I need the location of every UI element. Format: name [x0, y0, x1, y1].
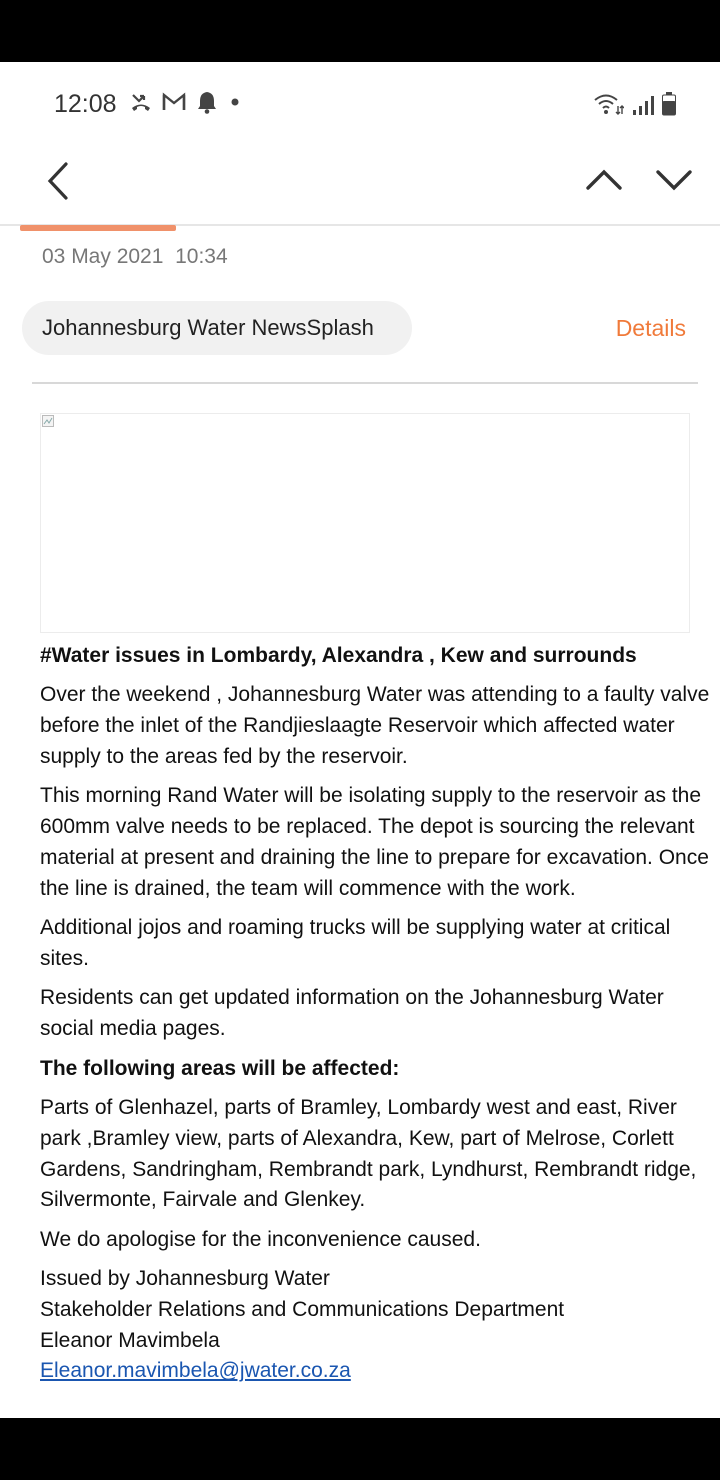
paragraph-1: Over the weekend , Johannesburg Water was attending to a faulty valve before the inlet of the Randjieslaagte Reservoir which affected water supply to the areas fed by the reservoir.: [40, 683, 710, 768]
sender-chip[interactable]: Johannesburg Water NewsSplash: [22, 301, 412, 355]
contact-name: Eleanor Mavimbela: [40, 1328, 220, 1352]
chevron-down-icon[interactable]: [652, 160, 696, 200]
chevron-up-icon[interactable]: [582, 160, 626, 200]
status-time: 12:08: [54, 90, 117, 118]
areas-list: Parts of Glenhazel, parts of Bramley, Lombardy west and east, River park ,Bramley view, parts of Alexandra, Kew, part of Melrose, Corlett Gardens, Sandringham, Rembrandt park, Lyndhurst, Rembrandt ridge, Silvermonte, Fairvale and Glenkey.: [40, 1095, 697, 1212]
message-body: [40, 641, 710, 1387]
headline: #Water issues in Lombardy, Alexandra , Kew and surrounds: [40, 644, 637, 667]
gmail-icon: [162, 92, 186, 112]
issued-by: Issued by Johannesburg Water: [40, 1267, 330, 1291]
paragraph-2: This morning Rand Water will be isolating supply to the reservoir as the 600mm valve needs to be replaced. The depot is sourcing the relevant material at present and draining the line to prepare for excavation. Once the line is drained, the team will commence with the work.: [40, 784, 709, 900]
paragraph-4: Residents can get updated information on the Johannesburg Water social media pages.: [40, 986, 664, 1041]
message-date: [42, 245, 228, 269]
department: Stakeholder Relations and Communications Department: [40, 1297, 565, 1321]
details-link[interactable]: Details: [615, 315, 686, 341]
dot-icon: [228, 95, 242, 109]
message-date-time: 10:34: [175, 245, 228, 268]
screen: [0, 62, 720, 1418]
status-right-icons: [592, 92, 676, 116]
wifi-icon: [592, 92, 624, 116]
status-bar: [0, 62, 720, 146]
areas-heading: The following areas will be affected:: [40, 1056, 400, 1080]
broken-image-placeholder: [40, 413, 690, 633]
missed-call-icon: [130, 91, 152, 113]
signal-icon: [632, 94, 654, 116]
header-divider: [32, 382, 698, 384]
back-arrow-icon[interactable]: [40, 156, 80, 206]
broken-image-icon: [42, 415, 54, 427]
battery-icon: [662, 92, 676, 116]
apology: We do apologise for the inconvenience caused.: [40, 1227, 481, 1251]
paragraph-3: Additional jojos and roaming trucks will be supplying water at critical sites.: [40, 916, 671, 970]
app-bar: [0, 146, 720, 224]
notification-bell-icon: [196, 90, 218, 114]
message-date-day: 03 May 2021: [42, 245, 164, 268]
contact-email-link[interactable]: Eleanor.mavimbela@jwater.co.za: [40, 1359, 351, 1383]
status-left-icons: [130, 90, 242, 114]
scroll-progress-indicator: [20, 225, 176, 231]
